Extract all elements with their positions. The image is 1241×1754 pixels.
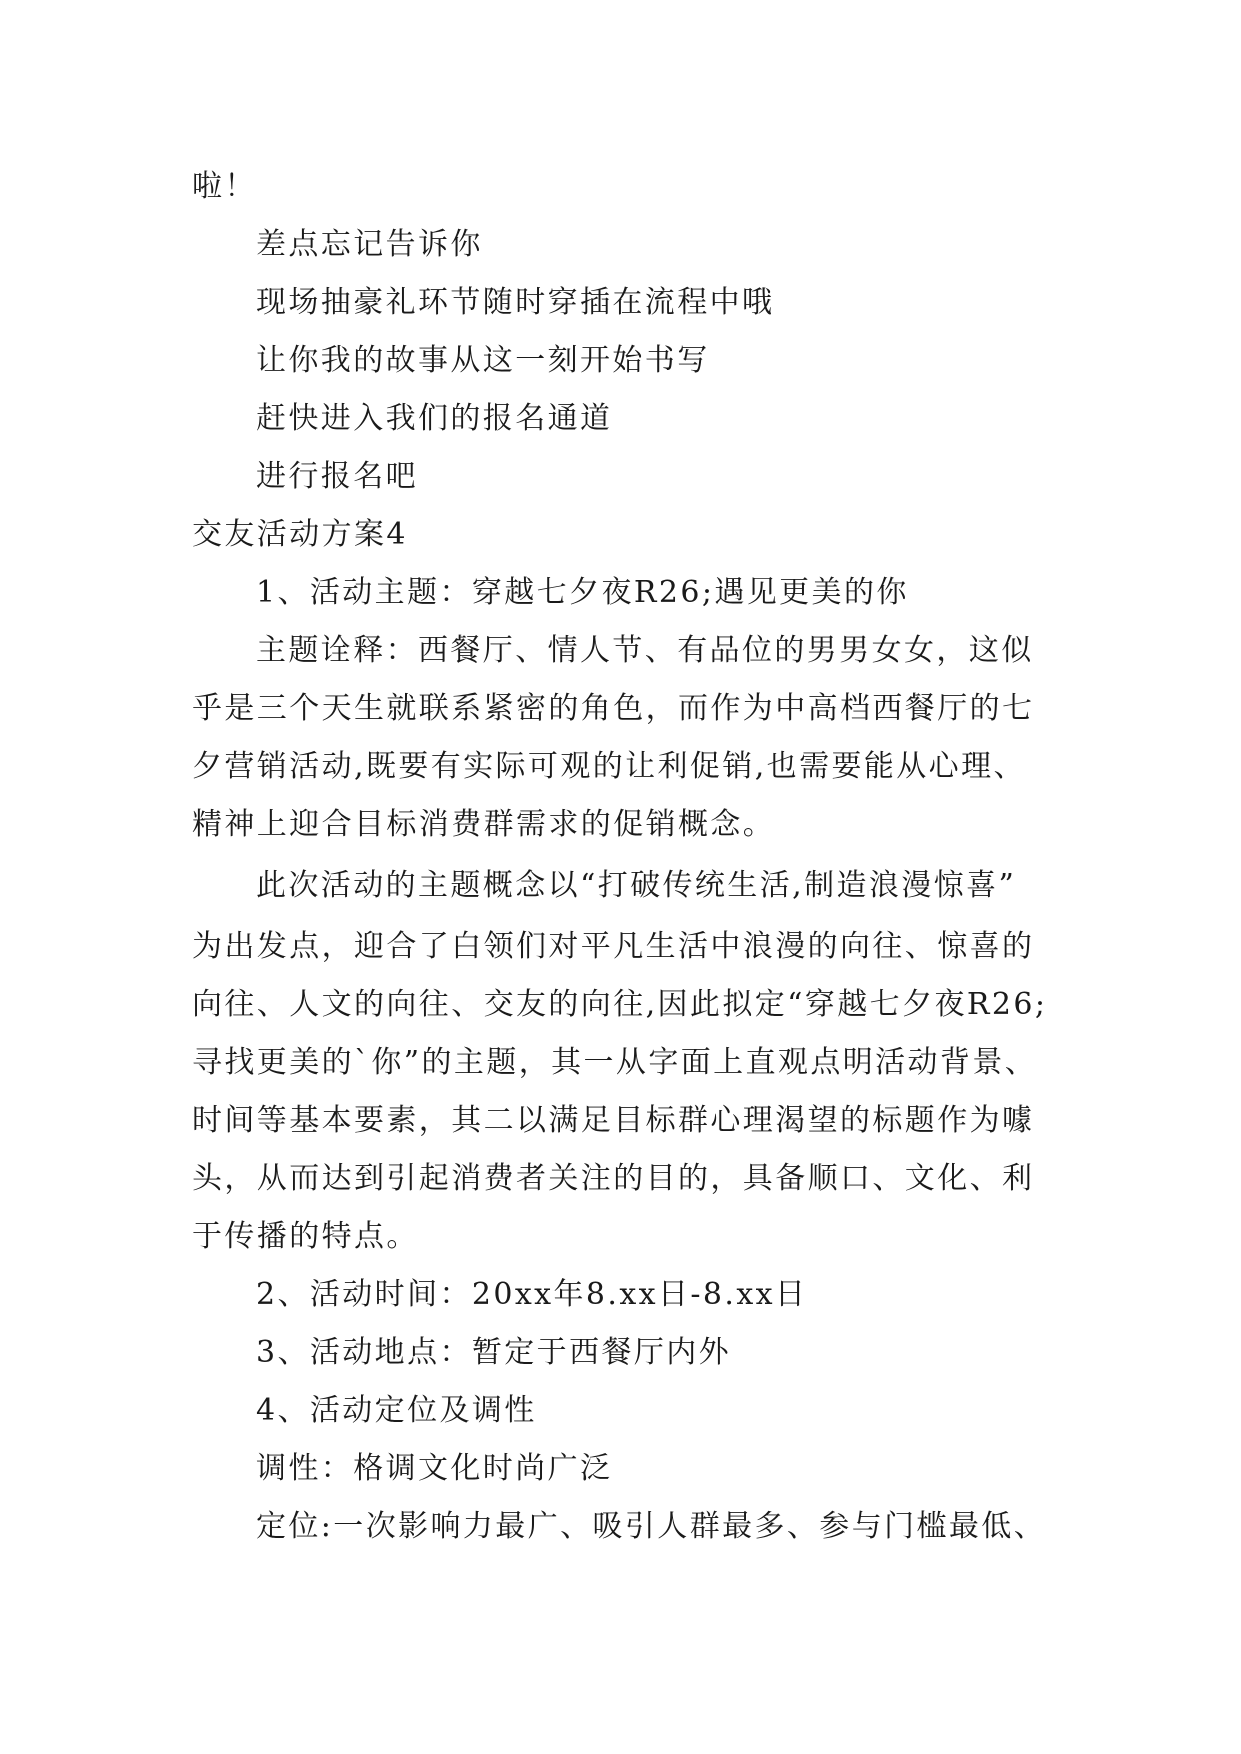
section-heading: 交友活动方案4 (192, 517, 408, 552)
text-line: 1、活动主题：穿越七夕夜R26;遇见更美的你 (256, 575, 909, 610)
text-line: 让你我的故事从这一刻开始书写 (256, 343, 710, 378)
document-body (192, 158, 1072, 1556)
text-line: 啦！ (192, 169, 257, 204)
paragraph-start: 主题诠释：西餐厅、情人节、有品位的男男女女，这似 (256, 633, 1034, 668)
text-line: 差点忘记告诉你 (256, 227, 483, 262)
text-line: 夕营销活动,既要有实际可观的让利促销,也需要能从心理、 (192, 749, 1026, 784)
text-line: 现场抽豪礼环节随时穿插在流程中哦 (256, 285, 775, 320)
text-line: 于传播的特点。 (192, 1219, 419, 1254)
text-line: 定位:一次影响力最广、吸引人群最多、参与门槛最低、 (256, 1509, 1047, 1544)
text-line: 3、活动地点：暂定于西餐厅内外 (256, 1335, 732, 1370)
text-line: 乎是三个天生就联系紧密的角色，而作为中高档西餐厅的七 (192, 691, 1035, 726)
text-line: 赶快进入我们的报名通道 (256, 401, 613, 436)
text-line: 2、活动时间：20xx年8.xx日-8.xx日 (256, 1277, 808, 1312)
paragraph-start: 此次活动的主题概念以“打破传统生活,制造浪漫惊喜” (256, 868, 1017, 903)
text-line: 进行报名吧 (256, 459, 418, 494)
text-line: 精神上迎合目标消费群需求的促销概念。 (192, 807, 776, 842)
text-line: 头，从而达到引起消费者关注的目的，具备顺口、文化、利 (192, 1161, 1035, 1196)
text-line: 时间等基本要素，其二以满足目标群心理渴望的标题作为噱 (192, 1103, 1035, 1138)
text-line: 4、活动定位及调性 (256, 1393, 537, 1428)
text-line: 调性：格调文化时尚广泛 (256, 1451, 613, 1486)
text-line: 为出发点，迎合了白领们对平凡生活中浪漫的向往、惊喜的 (192, 929, 1035, 964)
text-line: 寻找更美的`你”的主题，其一从字面上直观点明活动背景、 (192, 1045, 1038, 1080)
text-line: 向往、人文的向往、交友的向往,因此拟定“穿越七夕夜R26; (192, 987, 1048, 1022)
